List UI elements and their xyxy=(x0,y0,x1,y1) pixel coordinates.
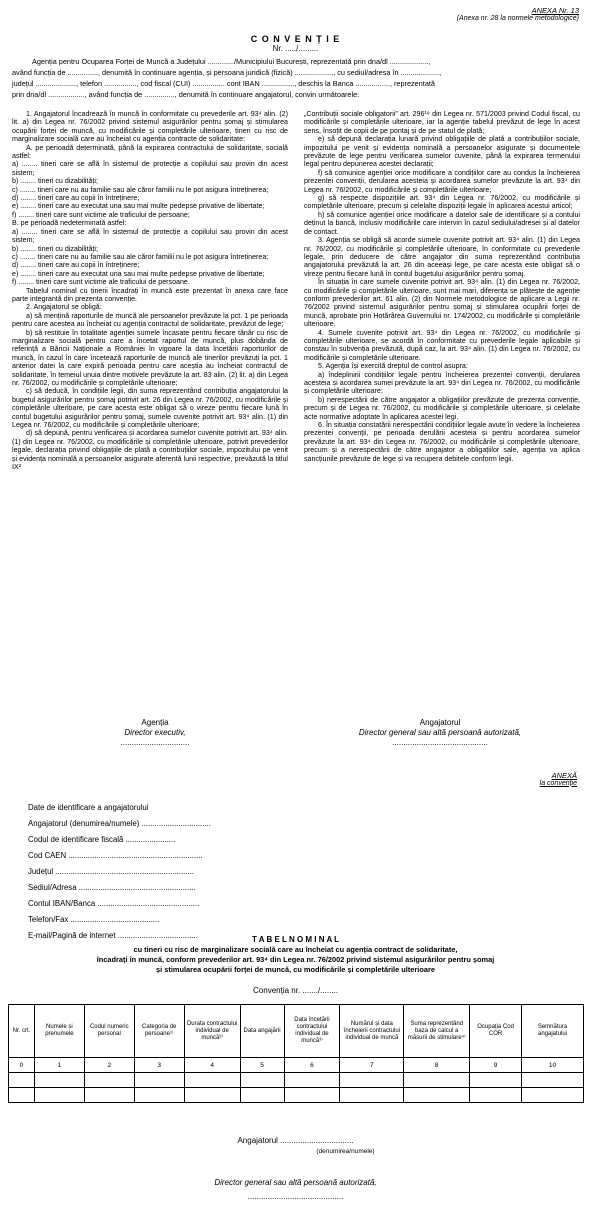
table-row xyxy=(9,1088,584,1103)
agency-role: Director executiv, xyxy=(124,728,186,737)
index-cell: 0 xyxy=(9,1058,35,1073)
clause: g) să respecte dispozițiile art. 93⁴ din Legea nr. 76/2002, cu modificările și completările ulterioare, precum și celelalte dispoziții legale în aplicarea acestui articol; xyxy=(304,194,580,211)
column-header: Data angajării xyxy=(240,1005,284,1058)
clause: 2. Angajatorul se obligă: xyxy=(26,303,102,312)
employer-identification-form xyxy=(28,800,328,944)
table-cell xyxy=(470,1073,522,1088)
agency-signature-line: ............................... xyxy=(120,738,190,747)
footer-employer: Angajatorul ................................. xyxy=(237,1136,354,1145)
annex-number: ANEXA Nr. 13 xyxy=(531,6,579,15)
clause: 3. Agenția se obligă să acorde sumele cuvenite potrivit art. 93⁴ alin. (1) din Legea nr. 76/2002, cu modificările și completările ulterioare, în conformitate cu prevederile legale, prin deducere de către angajator din suma reprezentând contribuția angajatorului prevăzută la art. 26 din aceeași lege, pe care acesta este obligat să o vireze pentru fiecare lună în contul bugetului asigurărilor pentru șomaj. xyxy=(304,236,580,278)
column-header: Suma reprezentând baza de calcul a măsurii de stimulare⁴⁾ xyxy=(404,1005,470,1058)
table-cell xyxy=(240,1073,284,1088)
table-cell xyxy=(134,1088,184,1103)
clause: a) ........ tineri care se află în sistemul de protecție a copilului sau provin din acest sistem; xyxy=(12,160,288,177)
index-cell: 10 xyxy=(522,1058,584,1073)
table-subtitle: încadrați în muncă, conform prevederilor art. 93⁴ din Legea nr. 76/2002 privind sistemul asigurărilor pentru șomaj xyxy=(96,955,495,964)
document-title: C O N V E N Ț I E xyxy=(250,34,341,44)
intro-line: prin dna/dl .................., având funcția de ..............., denumită în continuare angajatorul, convin următoarele: xyxy=(12,90,360,99)
table-cell xyxy=(240,1088,284,1103)
table-cell xyxy=(84,1073,134,1088)
column-header: Categoria de persoane¹⁾ xyxy=(134,1005,184,1058)
clause: e) ........ tineri care au executat una sau mai multe pedepse privative de libertate; xyxy=(12,269,265,278)
index-cell: 6 xyxy=(284,1058,340,1073)
clause: f) să comunice agenției orice modificare a condițiilor care au condus la încheierea prezentei convenții, derularea acesteia și acordarea sumelor prevăzute la art. 93⁴ din Legea nr. 76/2002, cu modificările și completările ulterioare; xyxy=(304,168,580,194)
form-field-address: Sediul/Adresa ...................................................... xyxy=(28,883,196,892)
column-header: Numărul și data încheierii contractului individual de muncă xyxy=(340,1005,404,1058)
document-number: Nr. ...../......... xyxy=(272,44,319,53)
table-cell xyxy=(340,1088,404,1103)
nominal-table xyxy=(8,1004,584,1103)
footer-signatory: Director general sau altă persoană autorizată, xyxy=(214,1178,377,1187)
form-field-caen: Cod CAEN .............................................................. xyxy=(28,851,203,860)
intro-line: județul ...................., telefon ................, cod fiscal (CUI) ................ cont IBAN ................, deschis la Banca ................., reprezentată xyxy=(12,79,435,88)
column-header: Semnătura angajatului xyxy=(522,1005,584,1058)
table-cell xyxy=(522,1088,584,1103)
index-cell: 8 xyxy=(404,1058,470,1073)
index-cell: 3 xyxy=(134,1058,184,1073)
agency-signature xyxy=(60,718,250,748)
annex-subtitle: la convenție xyxy=(539,780,577,787)
column-header: Ocupația Cod COR xyxy=(470,1005,522,1058)
table-subtitle: cu tineri cu risc de marginalizare socială care au încheiat cu agenția contract de solidaritate, xyxy=(133,945,458,954)
clause: f) ........ tineri care sunt victime ale traficului de persoane; xyxy=(12,210,190,219)
column-header: Codul numeric personal xyxy=(84,1005,134,1058)
clause: b) ........ tineri cu dizabilități; xyxy=(12,244,98,253)
clause: 5. Agenția își exercită dreptul de control asupra: xyxy=(318,362,468,371)
table-cell xyxy=(184,1073,240,1088)
clause: c) ........ tineri care nu au familie sau ale căror familii nu le pot asigura întreținerea; xyxy=(12,185,269,194)
clause: d) să depună, pentru verificarea și acordarea sumelor cuvenite potrivit art. 93⁴ alin. (1) din Legea nr. 76/2002, cu modificările și completările ulterioare, potrivit prevederilor legale, declarația privind obligațiile de plată a contribuțiilor sociale, impozitului pe venit și evidența nominală a persoanelor asigurate aferentă lunii respective, prevăzută la titlul IX² xyxy=(12,429,288,472)
table-cell xyxy=(34,1088,84,1103)
form-field-fiscal-code: Codul de identificare fiscală ....................... xyxy=(28,835,176,844)
table-cell xyxy=(284,1073,340,1088)
table-cell xyxy=(84,1088,134,1103)
annex-reference: (Anexa nr. 28 la normele metodologice) xyxy=(456,15,579,22)
column-header: Data încetării contractului individual de muncă³⁾ xyxy=(284,1005,340,1058)
clause: h) să comunice agenției orice modificare a datelor sale de identificare și a contului deținut la bancă, inclusiv modificările care intervin în cazul sediului/adresei și al datelor de contact. xyxy=(304,210,580,236)
column-header: Durata contractului individual de muncă²⁾ xyxy=(184,1005,240,1058)
table-row xyxy=(9,1073,584,1088)
clause: a) ........ tineri care se află în sistemul de protecție a copilului sau provin din acest sistem; xyxy=(12,227,288,245)
form-field-email: E-mail/Pagină de internet ..................................... xyxy=(28,931,198,940)
form-heading: Date de identificare a angajatorului xyxy=(28,803,149,812)
index-cell: 1 xyxy=(34,1058,84,1073)
table-index-row xyxy=(9,1058,584,1073)
table-cell xyxy=(134,1073,184,1088)
agency-label: Agenția xyxy=(141,718,169,727)
clause: 6. În situația constatării nerespectării condițiilor legale avute în vedere la încheierea prezentei convenții, pe perioada derulării acesteia și pentru acordarea sumelor prevăzute la art. 93⁴ din Legea nr. 76/2002, cu modificările și completările ulterioare, precum și a nerespectării de către angajator a obligațiilor sale, agenția va aplica sancțiunile prevăzute de lege și va recupera debitele conform legii. xyxy=(304,421,580,463)
clause: A. pe perioadă determinată, până la expirarea contractului de solidaritate, socială astfel: xyxy=(12,143,288,161)
table-convention-ref: Convenția nr. ......./........ xyxy=(253,986,338,995)
table-cell xyxy=(34,1073,84,1088)
table-cell xyxy=(522,1073,584,1088)
clause: c) să deducă, în condițiile legii, din suma reprezentând contribuția angajatorului la bugetul asigurărilor pentru șomaj potrivit art. 26 din Legea nr. 76/2002, cu modificările și completările ulterioare, pe care acesta este obligat să o vireze pentru fiecare lună în contul bugetului asigurărilor pentru șomaj, sumele cuvenite potrivit art. 93⁴ alin. (1) din Legea nr. 76/2002, cu modificările și completările ulterioare; xyxy=(12,387,288,430)
index-cell: 7 xyxy=(340,1058,404,1073)
table-cell xyxy=(184,1088,240,1103)
table-header-row xyxy=(9,1005,584,1058)
footer-employer-note: (denumirea/numele) xyxy=(316,1148,375,1155)
clause: a) să mențină raporturile de muncă ale persoanelor prevăzute la pct. 1 pe perioada pentru care acestea au încheiat cu agenția contractul de solidaritate, prevăzut de lege; xyxy=(12,311,288,329)
clause: Tabelul nominal cu tinerii încadrați în muncă este prezentat în anexa care face parte integrantă din prezenta convenție. xyxy=(12,286,288,303)
intro-line: Agenția pentru Ocuparea Forței de Muncă a Județului ............./Municipiului București, reprezentată prin dna/dl ..................., xyxy=(32,57,431,66)
employer-signature xyxy=(320,718,560,748)
clause: f) ........ tineri care sunt victime ale traficului de persoane. xyxy=(12,278,190,287)
clause: b) să restituie în totalitate agenției sumele încasate pentru fiecare tânăr cu risc de marginalizare socială pentru care a încetat raportul de muncă, plus dobânda de referință a Băncii Naționale a României în vigoare la data încetării raporturilor de muncă, în cazul în care încetează raporturile de muncă ale tinerilor prevăzuți la pct. 1 anterior datei la care expiră perioada pentru care aceștia au încheiat contractul de solidaritate, în temeiul unuia dintre motivele prevăzute la art. 83 alin. (2) lit. a) din Legea nr. 76/2002, cu modificările și completările ulterioare; xyxy=(12,328,288,387)
intro-line: având funcția de ..............., denumită în continuare agenția, și persoana juridică (fizică) ..................., cu sediul/adresa în ..................., xyxy=(12,68,442,77)
annex-title: ANEXĂ xyxy=(551,771,577,780)
index-cell: 2 xyxy=(84,1058,134,1073)
table-cell xyxy=(340,1073,404,1088)
index-cell: 4 xyxy=(184,1058,240,1073)
table-cell xyxy=(9,1088,35,1103)
column-header: Numele și prenumele xyxy=(34,1005,84,1058)
clause: În situația în care sumele cuvenite potrivit art. 93⁴ alin. (1) din Legea nr. 76/2002, cu modificările și completările ulterioare, sunt mai mari, diferența se plătește de agenție conform prevederilor art. 61 alin. (2) din Normele metodologice de aplicare a Legii nr. 76/2002 privind sistemul asigurărilor pentru șomaj și stimularea ocupării forței de muncă, aprobate prin Hotărârea Guvernului nr. 174/2002, cu modificările și completările ulterioare. xyxy=(304,278,580,329)
clause: B. pe perioadă nedeterminată astfel: xyxy=(12,219,127,228)
table-cell xyxy=(404,1088,470,1103)
clause: d) ........ tineri care au copii în întreținere; xyxy=(12,194,140,203)
clause: 4. Sumele cuvenite potrivit art. 93⁴ din Legea nr. 76/2002, cu modificările și completările ulterioare, se acordă în conformitate cu prevederile legale aplicabile și constau în subvenția prevăzută, după caz, la art. 93⁴ alin. (1) din Legea nr. 76/2002, cu modificările și completările ulterioare. xyxy=(304,328,580,362)
column-header: Nr. crt. xyxy=(9,1005,35,1058)
index-cell: 9 xyxy=(470,1058,522,1073)
table-cell xyxy=(9,1073,35,1088)
form-field-employer: Angajatorul (denumirea/numele) ................................ xyxy=(28,819,211,828)
left-column xyxy=(12,110,288,471)
clause: a) îndeplinirii condițiilor legale pentru încheierea prezentei convenții, derularea acesteia și acordarea sumei prevăzute la art. 93⁴ din Legea nr. 76/2002, cu modificările și completările ulterioare; xyxy=(304,370,580,396)
clause: 1. Angajatorul încadrează în muncă în conformitate cu prevederile art. 93⁴ alin. (2) lit. a) din Legea nr. 76/2002 privind sistemul asigurărilor pentru șomaj și stimularea ocupării forței de muncă, cu modificările și completările ulterioare, tineri cu risc de marginalizare socială care au încheiat cu agenția contracte de solidaritate: xyxy=(12,110,288,144)
clause: b) nerespectării de către angajator a obligațiilor prevăzute de prezenta convenție, precum și de Legea nr. 76/2002, cu modificările și completările ulterioare, și celelalte acte normative adoptate în aplicarea acestei legi. xyxy=(304,395,580,421)
clause: e) să depună declarația lunară privind obligațiile de plată a contribuțiilor sociale, impozitului pe venit și evidența nominală a persoanelor asigurate și documentele prevăzute de lege pentru verificarea sumelor cuvenite, până la expirarea termenului legal pentru depunerea acestei declarații; xyxy=(304,135,580,169)
right-column xyxy=(304,110,580,463)
clause: e) ........ tineri care au executat una sau mai multe pedepse privative de libertate; xyxy=(12,202,265,211)
table-cell xyxy=(404,1073,470,1088)
clause: b) ........ tineri cu dizabilități; xyxy=(12,177,98,186)
form-field-county: Județul ................................................................ xyxy=(28,867,194,876)
table-cell xyxy=(284,1088,340,1103)
table-title: T A B E L N O M I N A L xyxy=(251,935,340,944)
footer-signature-line: ........................................... xyxy=(247,1192,344,1201)
table-subtitle: și stimularea ocupării forței de muncă, cu modificările și completările ulterioare xyxy=(156,965,435,974)
index-cell: 5 xyxy=(240,1058,284,1073)
clause: „Contribuții sociale obligatorii” art. 296¹⁹ din Legea nr. 571/2003 privind Codul fiscal, cu modificările și completările ulterioare, iar la agenție tabelul prevăzut de lege în acest sens, însoțit de copii de pe pontaj și de pe statul de plată; xyxy=(304,110,580,135)
table-cell xyxy=(470,1088,522,1103)
employer-label: Angajatorul xyxy=(419,718,461,727)
employer-signature-line: ........................................... xyxy=(392,738,488,747)
form-field-phone: Telefon/Fax ......................................... xyxy=(28,915,160,924)
employer-role: Director general sau altă persoană autorizată, xyxy=(358,728,522,737)
intro-paragraph xyxy=(12,56,580,100)
clause: d) ........ tineri care au copii în întreținere; xyxy=(12,261,140,270)
clause: c) ........ tineri care nu au familie sau ale căror familii nu le pot asigura întreținerea; xyxy=(12,252,269,261)
form-field-iban: Contul IBAN/Banca ............................................... xyxy=(28,899,200,908)
